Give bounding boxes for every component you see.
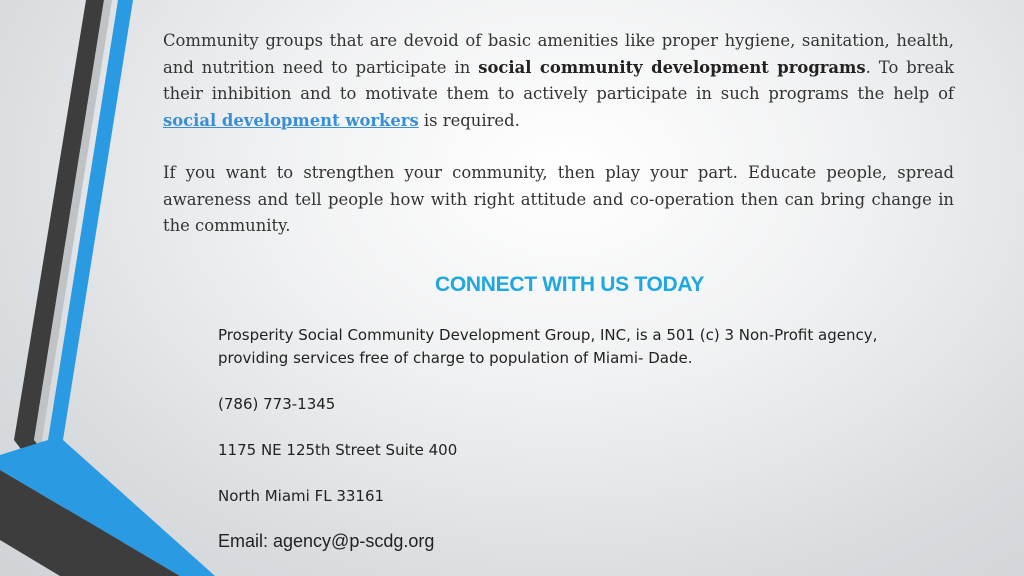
description-line-1: Prosperity Social Community Development Group, INC, is a 501 (c) 3 Non-Profit agency, <box>218 326 878 344</box>
description-line-2: providing services free of charge to population of Miami- Dade. <box>218 349 693 367</box>
paragraph-1-text-b: . To break their inhibition and to motivate them to actively participate in such programs the help of <box>163 57 955 103</box>
email-address[interactable]: Email: agency@p-scdg.org <box>218 531 435 551</box>
paragraph-2: If you want to strengthen your community, then play your part. Educate people, spread awareness and tell people how with right attitude and co-operation then can bring change in the community. <box>163 163 954 235</box>
paragraph-1-text-a: Community groups that are devoid of basic amenities like proper hygiene, sanitation, health, and nutrition need to participate in <box>163 31 954 77</box>
connect-heading: CONNECT WITH US TODAY <box>435 273 705 296</box>
body-text <box>163 28 954 266</box>
paragraph-1-bold-text: social community development programs <box>478 57 866 77</box>
paragraph-1 <box>163 28 954 134</box>
street-address: 1175 NE 125th Street Suite 400 <box>218 441 458 459</box>
paragraph-1-text-c: is required. <box>418 110 520 130</box>
city-address: North Miami FL 33161 <box>218 487 385 505</box>
phone-number[interactable]: (786) 773-1345 <box>218 395 336 413</box>
social-development-workers-link[interactable]: social development workers <box>163 110 419 130</box>
